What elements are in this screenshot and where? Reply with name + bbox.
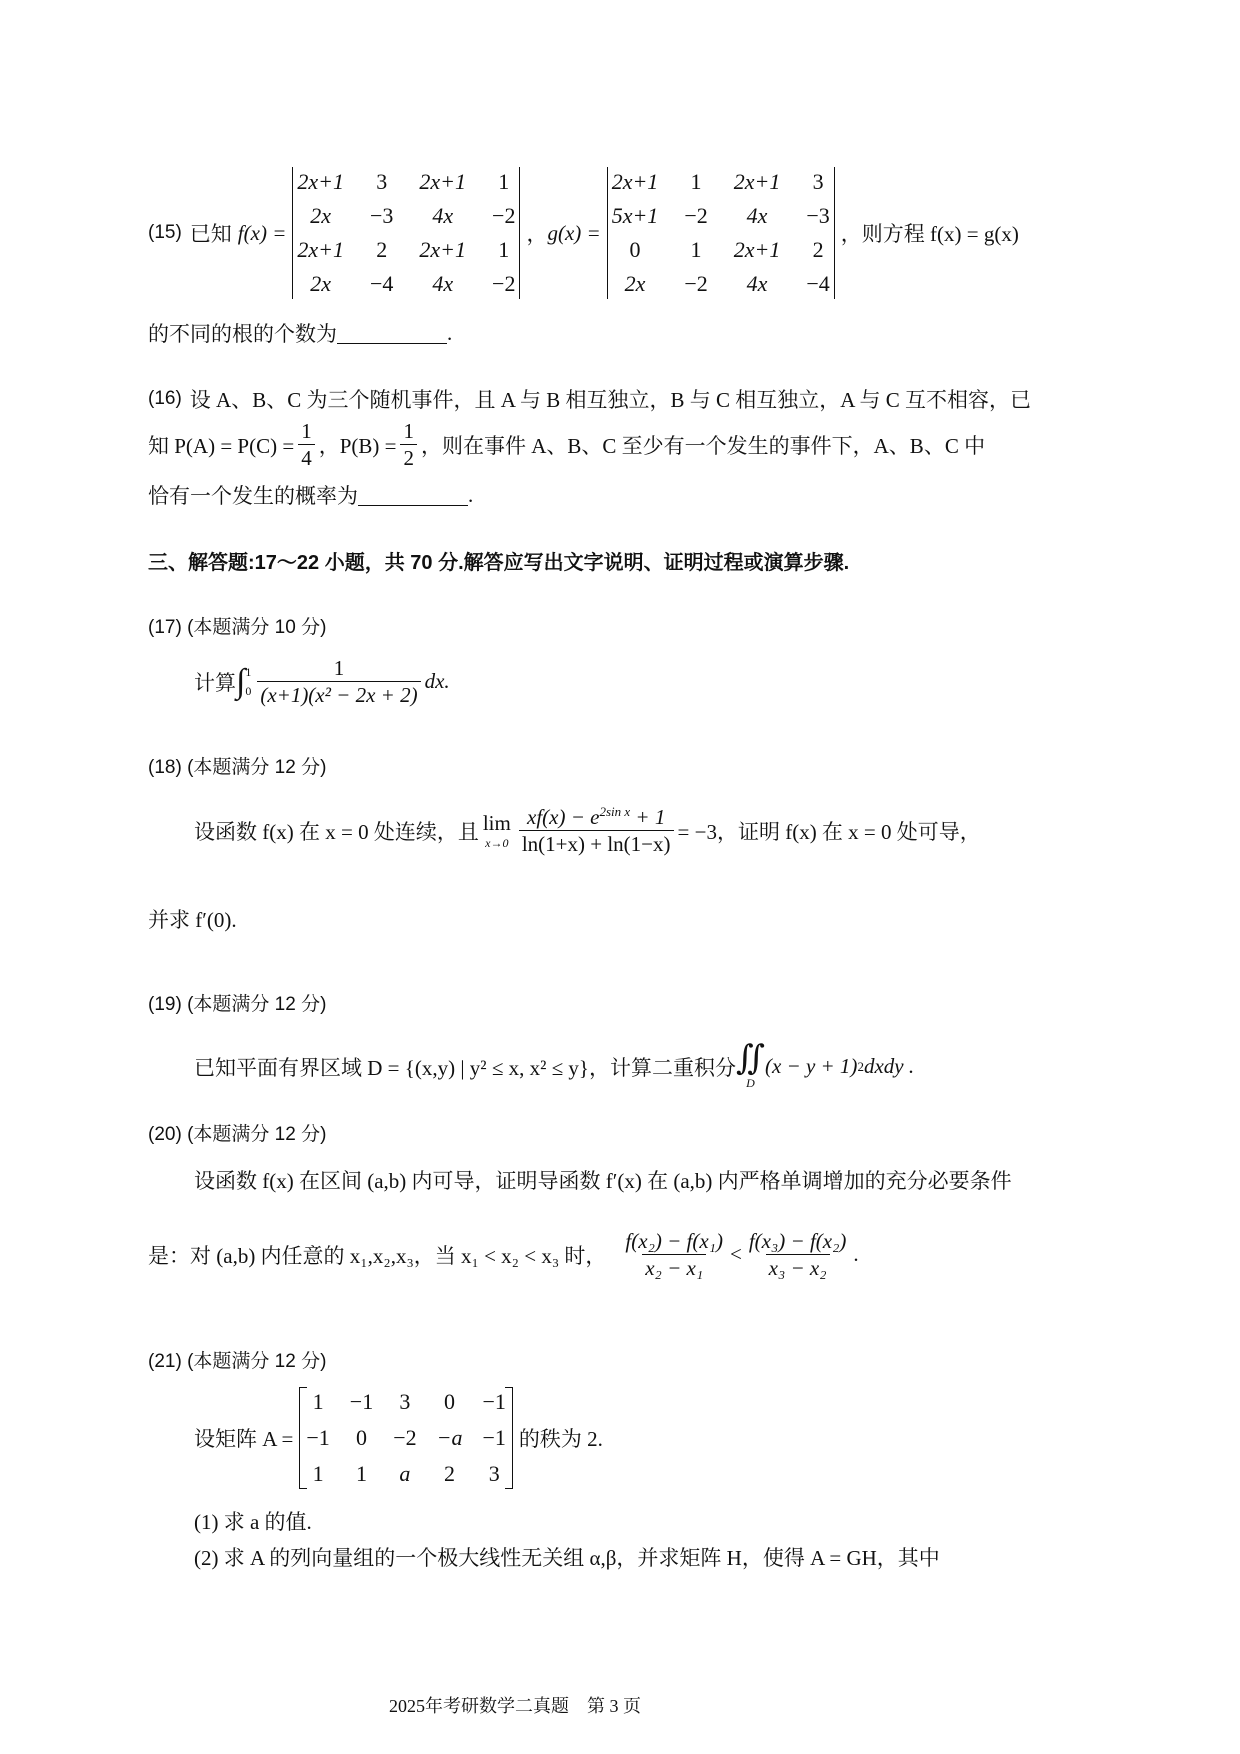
numerator: f(x₂) − f(x₁) [625,1229,723,1253]
matrix-cell: 4x [432,203,454,228]
matrix-cell: 1 [312,1461,324,1486]
matrix-cell: −2 [393,1425,417,1450]
matrix-cell: 2x+1 [297,237,344,262]
limit [483,811,511,851]
text: 设函数 f(x) 在 x = 0 处连续，且 [194,819,479,844]
matrix-cell: 0 [444,1389,456,1414]
fraction [400,418,417,472]
text: 已知平面有界区域 D = {(x,y) | y² ≤ x, x² ≤ y}，计算二重积分 [194,1055,736,1080]
text: dx. [424,669,450,694]
text: 已知 [189,222,232,246]
text: xf(x) − e [527,805,600,829]
matrix-cell: 4x [746,271,768,296]
text: ，P(B) = [318,433,397,458]
region-label: D [746,1076,755,1090]
matrix-cell: −2 [684,271,708,296]
text: . [447,320,453,345]
matrix-cell: 2x+1 [419,169,467,194]
question-number: (16) [148,388,182,409]
question-18-body [194,804,981,858]
question-16-line2 [148,418,985,472]
integral-sign: ∫ [236,662,246,700]
matrix-cell: 2x [310,203,332,228]
text: 是：对 (a,b) 内任意的 x₁,x₂,x₃，当 x₁ < x₂ < x₃ 时， [148,1243,607,1268]
matrix-cell: −3 [806,203,830,228]
f-label: f(x) = [237,220,287,245]
text: ，则方程 f(x) = g(x) [840,222,1019,246]
lim: lim [482,810,511,835]
question-21-body [194,1380,603,1496]
matrix-cell: −4 [369,271,394,296]
numerator: 1 [301,419,312,443]
g-label: g(x) = [547,220,601,245]
question-number: (15) [148,222,182,243]
question-16 [148,384,1031,414]
question-19-body [194,1042,914,1091]
limit-subscript: x→0 [485,835,509,850]
denominator: x₃ − x₂ [766,1254,830,1281]
question-20-line2 [148,1228,859,1282]
question-16-line3 [148,480,473,510]
text: dxdy . [863,1054,915,1078]
matrix-cell: −4 [806,271,830,296]
matrix-cell: 2x+1 [611,169,659,194]
matrix-cell: 1 [355,1461,367,1486]
integrand: (x − y + 1) [764,1054,858,1078]
matrix-cell: −2 [492,271,516,296]
text: 设 A、B、C 为三个随机事件，且 A 与 B 相互独立，B 与 C 相互独立，A 与 C 互不相容，已 [189,388,1032,412]
matrix-cell: 2x [310,271,332,296]
exponent: 2sin x [599,804,631,819]
g-determinant [607,167,835,299]
matrix-cell: 2x+1 [733,237,781,262]
denominator: 2 [400,444,417,471]
fraction [257,655,420,709]
question-21-part2: (2) 求 A 的列向量组的一个极大线性无关组 α,β，并求矩阵 H，使得 A = GH，其中 [194,1546,940,1570]
denominator: x₂ − x₁ [642,1254,706,1281]
matrix-cell: 2x+1 [419,237,467,262]
matrix-cell: 1 [690,237,702,262]
matrix-cell: a [399,1461,411,1486]
numerator: 1 [403,419,414,443]
denominator: (x+1)(x² − 2x + 2) [257,681,420,708]
numerator: 1 [333,656,345,680]
matrix-cell: 0 [355,1425,367,1450]
lower-limit: 0 [245,683,252,698]
text: 的不同的根的个数为 [148,322,337,346]
question-17-body [194,655,450,709]
matrix-cell: 2 [376,237,388,262]
matrix-cell: −1 [306,1425,330,1450]
text: . [853,1242,859,1267]
numerator: f(x₃) − f(x₂) [748,1229,847,1253]
answer-blank [337,323,447,344]
fraction [622,1228,726,1282]
question-17-header: (17) (本题满分 10 分) [148,617,327,638]
matrix-cell: −3 [369,203,394,228]
matrix-cell: 1 [312,1389,324,1414]
text: + 1 [630,805,666,829]
matrix-cell: 0 [629,237,641,262]
answer-blank [358,485,468,506]
matrix-cell: −1 [482,1425,506,1450]
question-15 [148,158,1019,308]
exponent: 2 [857,1058,864,1074]
denominator: ln(1+x) + ln(1−x) [519,830,674,857]
matrix-cell: 3 [488,1461,500,1486]
fraction [298,418,315,472]
text: 的秩为 2. [518,1427,603,1451]
upper-limit: 1 [245,664,252,679]
question-18-line2: 并求 f′(0). [148,908,237,932]
numerator [524,804,668,830]
matrix-cell: −2 [684,203,708,228]
matrix-cell: −1 [349,1389,374,1414]
fraction [746,1228,850,1282]
matrix-cell: 2x+1 [297,169,344,194]
question-19-header: (19) (本题满分 12 分) [148,994,327,1015]
matrix-cell: −a [436,1425,463,1450]
f-determinant [292,167,520,299]
matrix-cell: 4x [746,203,768,228]
matrix-cell: 1 [690,169,702,194]
fraction [519,804,674,858]
matrix-cell: 2 [444,1461,456,1486]
matrix-cell: 1 [498,169,510,194]
text: . [468,482,474,507]
question-18-header: (18) (本题满分 12 分) [148,757,327,778]
matrix-a [299,1387,513,1489]
integral [236,663,251,701]
question-20-line1: 设函数 f(x) 在区间 (a,b) 内可导，证明导函数 f′(x) 在 (a,b) 内严格单调增加的充分必要条件 [194,1169,1012,1193]
matrix-cell: −1 [482,1389,506,1414]
matrix-cell: 1 [498,237,510,262]
text: 设矩阵 A = [194,1427,294,1451]
matrix-cell: 2x+1 [733,169,781,194]
section-heading: 三、解答题:17～22 小题，共 70 分.解答应写出文字说明、证明过程或演算步骤. [148,552,850,574]
matrix-cell: 5x+1 [611,203,659,228]
double-integral-sign: ∬ [736,1040,765,1077]
matrix-cell: 4x [432,271,454,296]
matrix-cell: 3 [399,1389,411,1414]
matrix-cell: −2 [492,203,516,228]
matrix-cell: 2x [624,271,646,296]
text: 知 P(A) = P(C) = [148,433,295,458]
denominator: 4 [298,444,315,471]
text: 计算 [194,670,236,695]
matrix-cell: 3 [376,169,388,194]
text: ， [526,222,548,246]
text: 恰有一个发生的概率为 [148,484,358,508]
matrix-cell: 3 [812,169,824,194]
less-than: < [729,1242,742,1267]
page-footer: 2025年考研数学二真题 第 3 页 [389,1696,641,1716]
question-21-part1: (1) 求 a 的值. [194,1510,312,1534]
matrix-cell: 2 [812,237,824,262]
question-15-line2 [148,318,452,348]
double-integral [736,1042,765,1091]
text: ，则在事件 A、B、C 至少有一个发生的事件下，A、B、C 中 [420,433,986,458]
question-21-header: (21) (本题满分 12 分) [148,1351,327,1372]
question-20-header: (20) (本题满分 12 分) [148,1124,327,1145]
text: = −3，证明 f(x) 在 x = 0 处可导， [677,819,981,844]
